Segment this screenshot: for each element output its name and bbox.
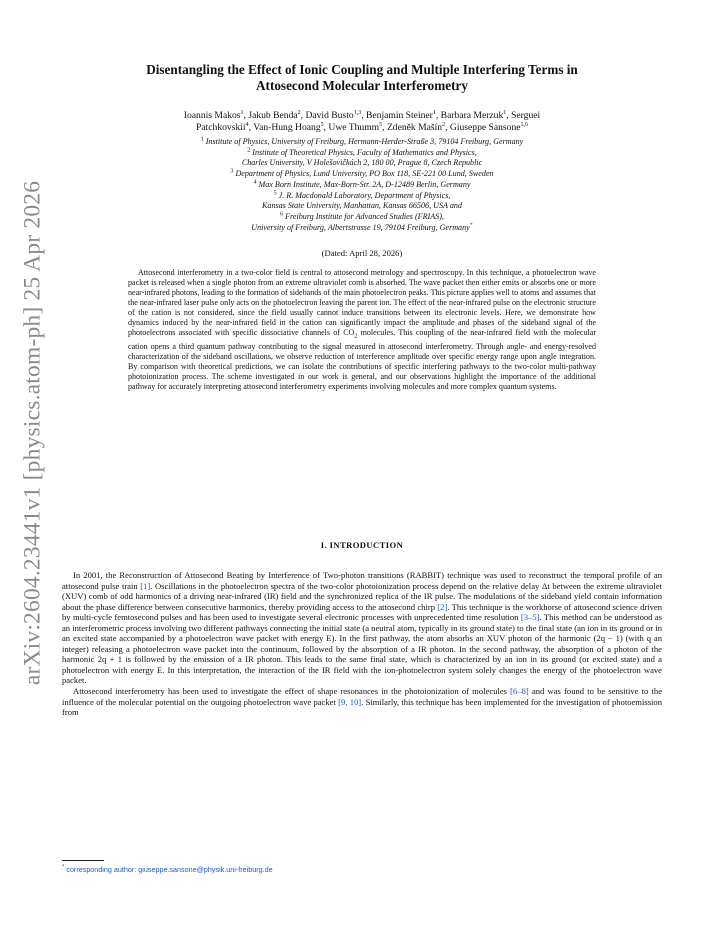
author-affiliation-mark: 1: [503, 109, 507, 116]
author-list: [62, 110, 662, 134]
intro-p1-text-d: . This method can be understood as an interferometric process involving two different pathways connecting the initial state (a neutral atom, typically in its ground state) to the final state (an ion in its ground or in an excited state accompanied by a photoelectron wave packet with energy E). In the first pathway, the atom absorbs an XUV photon of the harmonic (2q − 1) (with q an integer) releasing a photoelectron wave packet into the continuum, followed by the absorption of a IR photon. In the second pathway, the absorption of a photon of the harmonic 2q + 1 is followed by the emission of a IR photon. This leads to the same final state, which is characterized by an ion in its ground (or excited state) and a photoelectron with energy E. In this interpretation, the interaction of the IR field with the ion-photoelectron system solely changes the energy of the photoelectron wave packet.: [62, 612, 663, 686]
introduction-body: [62, 570, 662, 718]
affiliation-number: 4: [253, 179, 257, 186]
affiliation-line: [62, 201, 662, 212]
affiliation-text: Max Born Institute, Max-Born-Str. 2A, D-12489 Berlin, Germany: [258, 179, 471, 189]
abstract: [128, 268, 596, 392]
citation-link[interactable]: [1]: [140, 580, 151, 591]
affiliation-line: [62, 223, 662, 234]
intro-p1-text-a: In 2001, the Reconstruction of Attosecond Beating by Interference of Two-photon transitions (RABBIT) technique was used to reconstruct the temporal profile of an attosecond pulse train: [62, 570, 662, 591]
author-name: Benjamin Steiner: [365, 110, 433, 121]
intro-p1-text-b: . Oscillations in the photoelectron spectra of the two-color photoionization process depend on the relative delay Δt between the extreme ultraviolet (XUV) comb of odd harmonics of a driving near-infrared (IR) field and the synchronized replica of the IR pulse. The modulations of the sideband yield contain information about the phase difference between consecutive harmonics, thereby providing access to the attosecond chirp: [62, 580, 663, 612]
affiliation-text: Institute of Physics, University of Freiburg, Hermann-Herder-Straße 3, 79104 Freiburg, Germany: [205, 137, 524, 146]
affiliation-line: [62, 212, 662, 223]
author-separator: ,: [361, 110, 366, 121]
title-line-1: Disentangling the Effect of Ionic Coupling and Multiple Interfering Terms in: [146, 62, 578, 77]
affiliation-list: [62, 137, 662, 233]
abstract-text-1: Attosecond interferometry in a two-color field is central to attosecond metrology and spectroscopy. In this technique, a photoelectron wave packet is released when a single photon from an extreme ultraviolet comb is absorbed. The wave packet then either emits or absorbs one or more near-infrared photons, leading to the formation of sidebands of the main photoelectron peaks. This picture applies well to atoms and assumes that the near-infrared laser pulse only acts on the photoelectron leaving the parent ion. The effect of the near-infrared pulse on the electronic structure of the cation is not considered, since the field usually cannot induce transitions between its electronic levels. Here, we demonstrate how dynamics induced by the near-infrared field in the cation can significantly impact the amplitude and phases of the sideband signal of the photoelectrons associated with specific dissociative channels of CO: [128, 268, 596, 337]
affiliation-text: Department of Physics, Lund University, PO Box 118, SE-221 00 Lund, Sweden: [235, 169, 494, 179]
author-name: Ioannis Makos: [183, 110, 241, 121]
affiliation-number: 1: [200, 136, 204, 143]
citation-link[interactable]: [2]: [437, 601, 448, 612]
affiliation-number: 5: [273, 189, 277, 196]
abstract-subscript: 2: [354, 333, 358, 340]
affiliation-line: [62, 191, 662, 202]
intro-paragraph-2: [62, 686, 662, 718]
author-separator: ,: [506, 110, 512, 121]
corresponding-author-mark[interactable]: *: [469, 221, 473, 228]
citation-link[interactable]: [3–5]: [520, 612, 540, 623]
author-affiliation-mark: 1: [240, 109, 244, 116]
author-name: Van-Hung Hoang: [253, 121, 321, 133]
title-line-2: Attosecond Molecular Interferometry: [256, 78, 468, 93]
abstract-text-2: molecules. This coupling of the near-infrared field with the molecular cation opens a third quantum pathway contributing to the signal measured in attosecond interferometry. Through angle- and energy-resolved characterization of the sideband oscillations, we observe reduction of interference amplitude over specific energy range upon angle integration. By comparison with theoretical predictions, we can isolate the contributions of specific interfering pathways to the two-color multi-pathway photoionization process. The scheme investigated in our work is general, and our observations highlight the importance of the additional pathway for accurately interpreting attosecond interferometry experiments involving molecules and more complex quantum systems.: [128, 327, 596, 392]
affiliation-line: [62, 169, 662, 180]
author-affiliation-mark: 5: [379, 121, 383, 128]
affiliation-number: 2: [247, 147, 251, 154]
author-separator: ,: [435, 110, 441, 121]
author-separator: ,: [445, 121, 450, 133]
intro-p2-text-b: and was found to be sensitive to the influence of the molecular potential on the outgoing photoelectron wave packet: [62, 686, 662, 707]
affiliation-text: Institute of Theoretical Physics, Faculty of Mathematics and Physics,: [252, 147, 477, 157]
author-affiliation-mark: 5: [320, 121, 324, 128]
author-separator: ,: [300, 110, 306, 121]
author-name: Zdeněk Mašín: [386, 121, 443, 133]
footnote: [62, 865, 273, 874]
intro-paragraph-1: [62, 570, 662, 686]
affiliation-text: Kansas State University, Manhattan, Kansas 66506, USA and: [262, 201, 462, 211]
author-name: Serguei: [511, 110, 541, 121]
affiliation-line: [62, 180, 662, 191]
author-affiliation-mark: 4: [245, 121, 249, 128]
affiliation-text: Charles University, V Holešovičkách 2, 180 00, Prague 8, Czech Republic: [241, 158, 483, 168]
intro-p2-text-a: Attosecond interferometry has been used to investigate the effect of shape resonances in the photoionization of molecules: [73, 686, 511, 697]
affiliation-number: 6: [280, 211, 284, 218]
author-name: David Busto: [305, 110, 354, 121]
affiliation-line: [62, 158, 662, 169]
author-name: Jakub Benda: [248, 110, 298, 121]
author-separator: ,: [243, 110, 249, 121]
arxiv-stamp-text: arXiv:2604.23441v1 [physics.atom-ph] 25 Apr 2026: [19, 180, 46, 686]
author-name: Barbara Merzuk: [440, 110, 504, 121]
author-affiliation-mark: 1: [432, 109, 436, 116]
author-name: Patchkovskii: [196, 121, 246, 133]
author-separator: ,: [323, 121, 329, 133]
author-name: Uwe Thumm: [328, 121, 380, 133]
date-line: (Dated: April 28, 2026): [321, 248, 403, 258]
affiliation-text: Freiburg Institute for Advanced Studies (FRIAS),: [285, 211, 444, 221]
intro-p2-text-c: . Similarly, this technique has been implemented for the investigation of photoemission from: [62, 696, 662, 718]
author-name: Giuseppe Sansone: [449, 121, 521, 133]
affiliation-text: University of Freiburg, Albertstrasse 19, 79104 Freiburg, Germany: [251, 222, 470, 232]
author-affiliation-mark: 1,6: [520, 121, 528, 128]
author-separator: ,: [382, 121, 387, 133]
affiliation-text: J. R. Macdonald Laboratory, Department of Physics,: [278, 190, 451, 200]
footnote-divider: [62, 860, 104, 861]
affiliation-number: 3: [230, 168, 234, 175]
author-affiliation-mark: 2: [442, 121, 446, 128]
citation-link[interactable]: [9, 10]: [338, 696, 362, 707]
section-heading-introduction: I. INTRODUCTION: [320, 540, 404, 550]
affiliation-line: [62, 148, 662, 159]
author-affiliation-mark: 1,3: [353, 109, 362, 116]
citation-link[interactable]: [6–8]: [510, 686, 529, 697]
arxiv-identifier-stamp: [14, 180, 52, 686]
author-affiliation-mark: 2: [297, 109, 301, 116]
affiliation-line: [62, 137, 662, 148]
intro-p1-text-c: . This technique is the workhorse of attosecond science driven by multi-cycle femtosecond pulses and has been used to investigate several electronic processes with unprecedented time resolution: [62, 601, 663, 623]
paper-title: [62, 62, 662, 94]
author-separator: ,: [248, 121, 254, 133]
corresponding-author-email-link[interactable]: corresponding author: giuseppe.sansone@physik.uni-freiburg.de: [66, 865, 273, 874]
footnote-star: *: [62, 864, 65, 871]
